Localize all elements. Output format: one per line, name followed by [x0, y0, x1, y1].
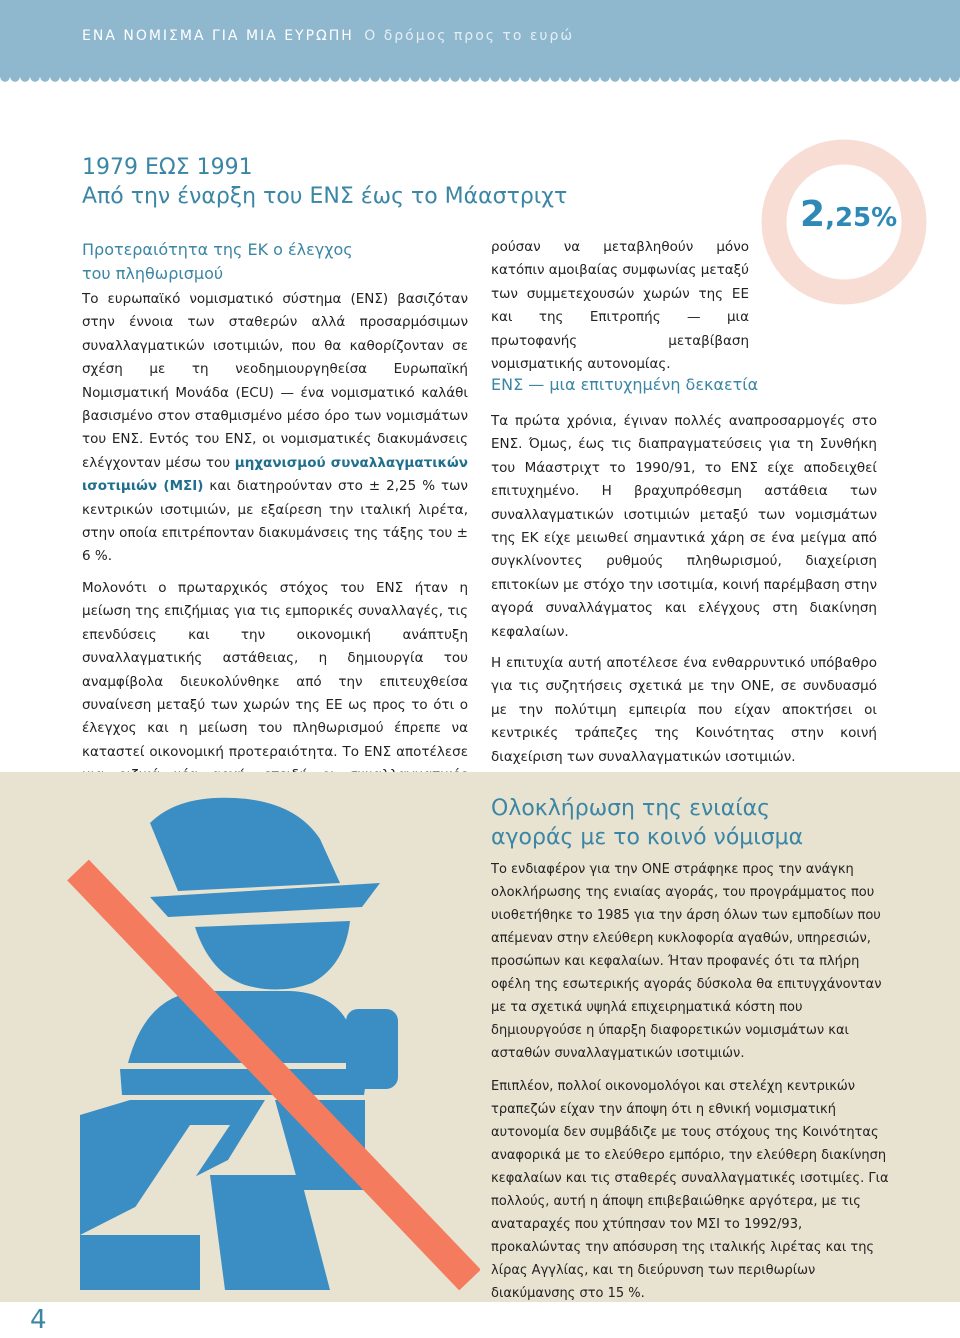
header-title-line	[82, 28, 574, 44]
customs-officer-crossed-icon	[50, 795, 480, 1295]
right-paragraph-continued: ρούσαν να μεταβληθούν μόνο κατόπιν αμοιβαίας συμφωνίας μεταξύ των συμμετεχουσών χωρών της ΕΕ και της Επιτροπής — μια πρωτοφανής μεταβίβαση νομισματικής αυτονομίας.	[491, 239, 749, 373]
left-paragraph-2: Μολονότι ο πρωταρχικός στόχος του ΕΝΣ ήταν η μείωση της επιζήμιας για τις εμπορικές συναλλαγές, τις επενδύσεις και την οικονομική ανάπτυξη συναλλαγματικής αστάθειας, η δημιουργία του αναμφίβολα διευκολύνθηκε από την επιτευχθείσα συναίνεση μεταξύ των χωρών της ΕΕ ως προς το ότι ο έλεγχος και η μείωση του πληθωρισμού έπρεπε να καταστεί οικονομική προτεραιότητα. Το ΕΝΣ αποτέλεσε	[82, 579, 468, 760]
right-paragraph-1: Τα πρώτα χρόνια, έγιναν πολλές αναπροσαρμογές στο ΕΝΣ. Όμως, έως τις διαπραγματεύσεις για τη Συνθήκη του Μάαστριχτ το 1990/91, το ΕΝΣ είχε αποδειχθεί επιτυχημένο. Η βραχυπρόθεσμη αστάθεια των συναλλαγματικών ισοτιμιών μεταξύ των νομισμάτων της ΕΚ είχε μειωθεί σημαντικά χάρη σε ένα μείγμα από συγκλίνοντες ρυθμούς πληθωρισμού, διαχείριση επιτοκίων με στόχο την ισοτιμία, κοινή παρέμβαση στην αγορά συναλλάγματος και ελέγχους στη διακίνηση κεφαλαίων.	[491, 413, 877, 640]
band-paragraph-2: Επιπλέον, πολλοί οικονομολόγοι και στελέχη κεντρικών τραπεζών είχαν την άποψη ότι η εθνική νομισματική αυτονομία δεν συμβάδιζε με τους στόχους της Κοινότητας αναφορικά με το ελεύθερο εμπόριο, την ελεύθερη διακίνηση κεφαλαίων και τις σταθερές συναλλαγματικές ισοτιμίες. Για πολλούς, αυτή η άποψη επιβεβαιώθηκε αργότερα, με τις αναταραχές που χτύπησαν τον ΜΣΙ το 1992/93, προκαλώντας την απόσυρση της ιταλικής λιρέτας και της λίρας Αγγλίας, και τη διεύρυνση των περιθωρίων διακύμανσης στο 15 %.	[491, 1079, 889, 1301]
header-scallop-edge	[0, 77, 960, 87]
badge-value	[800, 194, 897, 235]
section-title: Από την έναρξη του ΕΝΣ έως το Μάαστριχτ	[82, 184, 568, 209]
left-paragraph-1	[82, 288, 468, 569]
right-column	[491, 410, 877, 769]
left-p1-text-end: και διατηρούνταν στο ± 2,25 % των κεντρικών ισοτιμιών, με εξαίρεση την ιταλική λιρέτα, στην οποία επιτρέπονταν διακυμάνσεις της τάξης του ± 6 %.	[82, 478, 468, 565]
section-year-range: 1979 ΕΩΣ 1991	[82, 155, 253, 180]
right-column-continued	[491, 236, 749, 376]
header-subtitle: Ο δρόμος προς το ευρώ	[364, 28, 575, 44]
right-subheading: ΕΝΣ — μια επιτυχημένη δεκαετία	[491, 375, 759, 394]
page-number: 4	[30, 1305, 47, 1335]
erm-highlight: μηχανισμού συναλλαγματικών ισοτιμιών (ΜΣΙ)	[82, 454, 468, 495]
left-p1-text: Το ευρωπαϊκό νομισματικό σύστημα (ΕΝΣ) βασιζόταν στην έννοια των σταθερών αλλά προσαρμόσιμων συναλλαγματικών ισοτιμιών, που θα καθορίζονταν σε σχέση με τη νεοδημιουργηθείσα Ευρωπαϊκή Νομισματική Μονάδα (ECU) — ένα νομισματικό καλάθι βασισμένο στον σταθμισμένο μέσο όρο των νομισμάτων του ΕΝΣ. Εντός του ΕΝΣ, οι νομισματικές διακυμάνσεις ελέγχονταν μέσω του	[82, 291, 468, 471]
left-column	[82, 288, 468, 811]
badge-value-int: 2	[800, 194, 826, 235]
left-subheading: Προτεραιότητα της ΕΚ ο έλεγχος του πληθωρισμού	[82, 240, 353, 283]
page-header	[0, 0, 960, 77]
band-paragraph-1: Το ενδιαφέρον για την ΟΝΕ στράφηκε προς την ανάγκη ολοκλήρωσης της ενιαίας αγοράς, του προγράμματος που υιοθετήθηκε το 1985 για την άρση όλων των εμποδίων που απέμεναν στην ελεύθερη κυκλοφορία αγαθών, υπηρεσιών, προσώπων και κεφαλαίων. Ήταν προφανές ότι τα πλήρη οφέλη της εσωτερικής αγοράς δύσκολα θα επιτυγχάνονταν με τα σχετικά υψηλά επιχειρηματικά κόστη που δημιουργούσε η ύπαρξη διαφορετικών νομισμάτων και ασταθών συναλλαγματικών ισοτιμιών.	[491, 862, 882, 1061]
badge-value-dec: ,25%	[825, 203, 898, 233]
band-column	[491, 858, 891, 1305]
band-heading: Ολοκλήρωση της ενιαίας αγοράς με το κοινό νόμισμα	[491, 796, 804, 850]
header-title: ΕΝΑ ΝΟΜΙΣΜΑ ΓΙΑ ΜΙΑ ΕΥΡΩΠΗ	[82, 28, 354, 44]
right-paragraph-2: Η επιτυχία αυτή αποτέλεσε ένα ενθαρρυντικό υπόβαθρο για τις συζητήσεις σχετικά με την ΟΝΕ, σε συνδυασμό με την πολύτιμη εμπειρία που είχαν αποκτήσει οι κεντρικές τράπεζες της Κοινότητας στην κοινή διαχείριση των συναλλαγματικών ισοτιμιών.	[491, 655, 877, 765]
percentage-badge	[760, 138, 928, 306]
